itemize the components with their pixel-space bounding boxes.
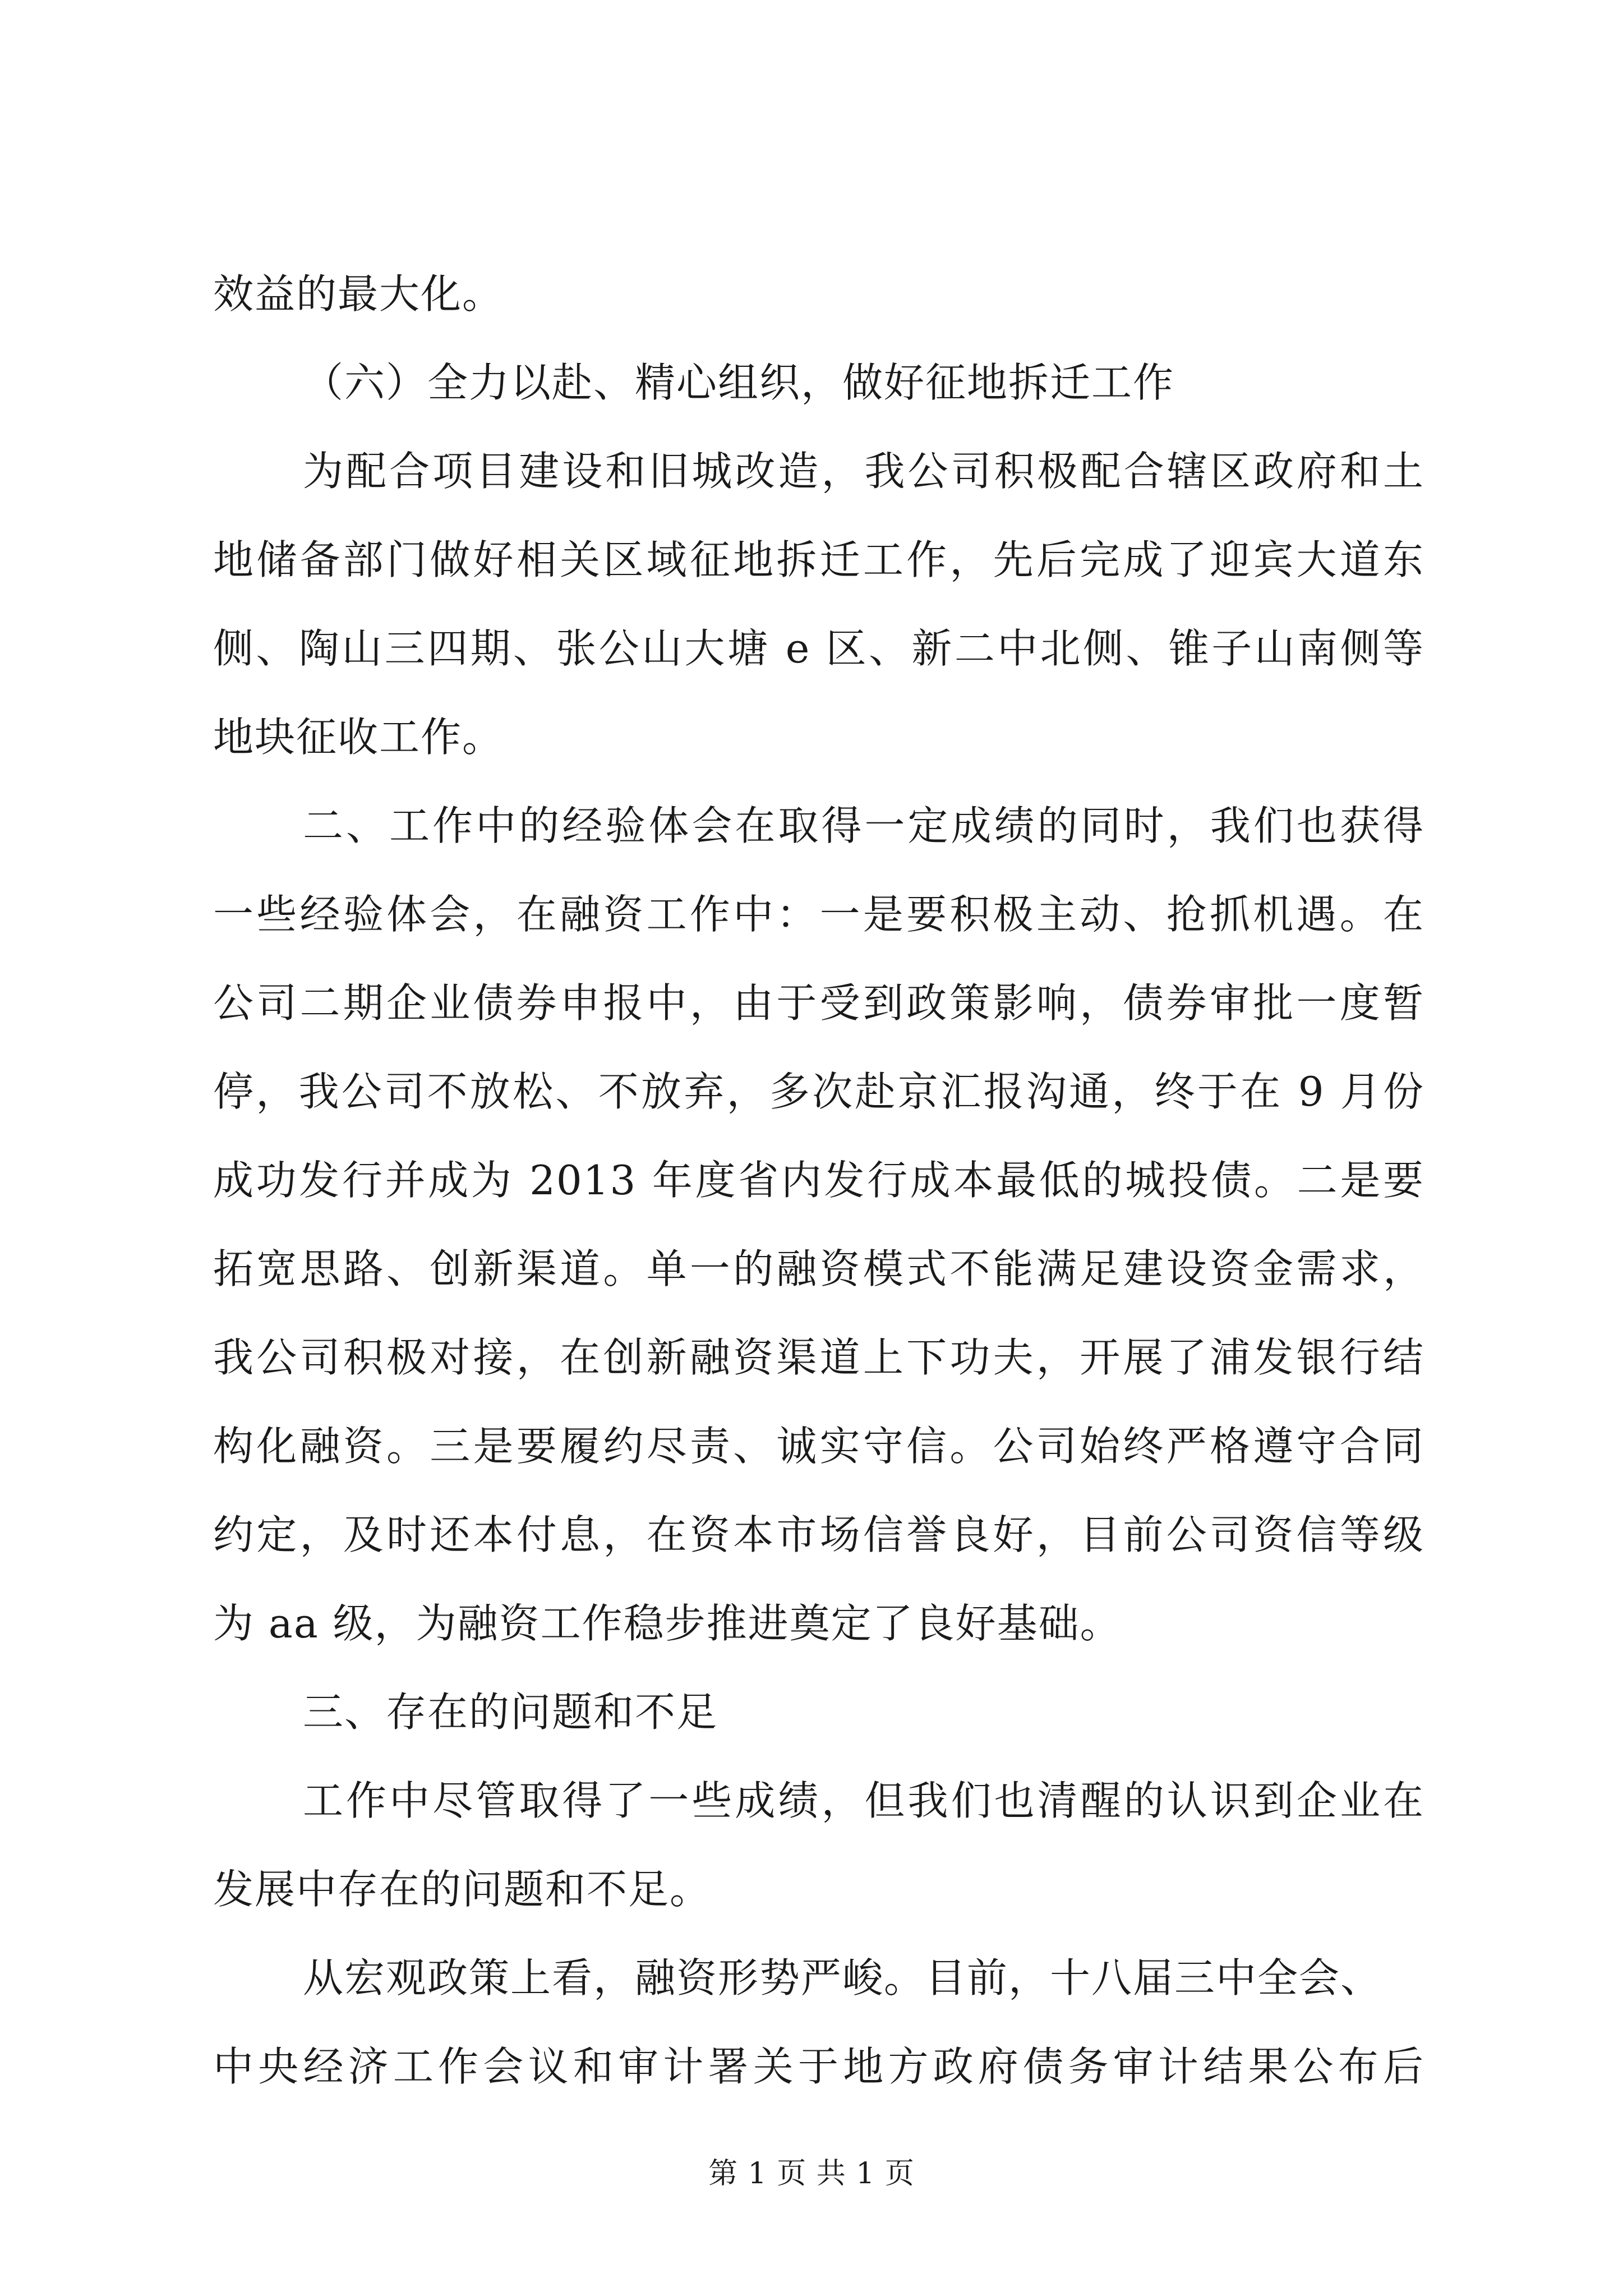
text-line: 为 aa 级，为融资工作稳步推进奠定了良好基础。 [213, 1600, 1122, 1647]
text-line: 公司二期企业债券申报中，由于受到政策影响，债券审批一度暂 [213, 979, 1424, 1027]
section-heading: （六）全力以赴、精心组织，做好征地拆迁工作 [303, 359, 1175, 406]
text-line: 成功发行并成为 2013 年度省内发行成本最低的城投债。二是要 [213, 1157, 1424, 1204]
section-heading: 三、存在的问题和不足 [303, 1688, 718, 1736]
text-line: 工作中尽管取得了一些成绩，但我们也清醒的认识到企业在 [303, 1777, 1424, 1824]
text-line: 地储备部门做好相关区域征地拆迁工作，先后完成了迎宾大道东 [213, 536, 1424, 583]
page-footer: 第 1 页 共 1 页 [708, 2157, 915, 2191]
text-line: 地块征收工作。 [213, 714, 504, 761]
text-line: 构化融资。三是要履约尽责、诚实守信。公司始终严格遵守合同 [213, 1423, 1424, 1470]
text-line: 效益的最大化。 [213, 270, 504, 318]
text-line: 为配合项目建设和旧城改造，我公司积极配合辖区政府和土 [303, 448, 1424, 495]
text-line: 侧、陶山三四期、张公山大塘 e 区、新二中北侧、锥子山南侧等 [213, 625, 1424, 672]
text-line: 停，我公司不放松、不放弃，多次赴京汇报沟通，终于在 9 月份 [213, 1068, 1424, 1115]
text-line: 我公司积极对接，在创新融资渠道上下功夫，开展了浦发银行结 [213, 1334, 1424, 1381]
text-line: 约定，及时还本付息，在资本市场信誉良好，目前公司资信等级 [213, 1511, 1424, 1558]
section-heading: 二、工作中的经验体会在取得一定成绩的同时，我们也获得 [303, 802, 1424, 849]
text-line: 从宏观政策上看，融资形势严峻。目前，十八届三中全会、 [303, 1954, 1382, 2001]
text-line: 中央经济工作会议和审计署关于地方政府债务审计结果公布后 [213, 2043, 1424, 2090]
text-line: 一些经验体会，在融资工作中：一是要积极主动、抢抓机遇。在 [213, 891, 1424, 938]
text-line: 拓宽思路、创新渠道。单一的融资模式不能满足建设资金需求， [213, 1245, 1424, 1292]
text-line: 发展中存在的问题和不足。 [213, 1866, 712, 1913]
